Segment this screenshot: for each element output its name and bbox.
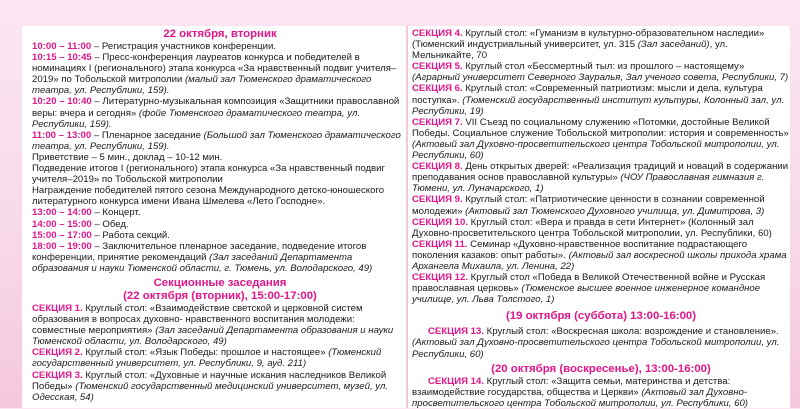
program-location: (Зал заседаний Департамента образования и науки Тюменской области, г. Тюмень, ул. Володарского, 49) [32,251,373,274]
program-text: – Пленарное заседание [91,129,204,141]
section-label: СЕКЦИЯ 5. [412,61,463,73]
section-label: СЕКЦИЯ 4. [412,28,463,39]
section-text: Круглый стол: «Современный патриотизм: мысли и дела, культура поступка». [412,83,763,106]
section-item [32,347,408,369]
program-location: (малый зал Тюменского драматического театра, ул. Республики, 159). [32,74,372,97]
section-location: (Актовый зал Духовно-просветительского центра Тобольской митрополии, ул. Республики, 60) [412,337,780,360]
section-label: СЕКЦИЯ 8. [412,161,463,173]
sessions-date: (22 октября (вторник), 15:00-17:00) [123,289,317,302]
section-text: Круглый стол: «Духовные и научные искания наследников Великой Победы» [32,369,387,392]
section-label: СЕКЦИЯ 11. [412,238,468,250]
section-label: СЕКЦИЯ 2. [32,347,83,359]
section-label: СЕКЦИЯ 13. [428,326,484,338]
section-label: СЕКЦИЯ 10. [412,216,468,228]
section-text: День открытых дверей: «Реализация традиций и новаций в содержании преподавания основ православной культуры» [412,161,789,184]
program-text: – Работа секций. [91,229,170,241]
section-item [412,161,790,194]
section-location: (Аграрный университет Северного Зауралья, Зал ученого совета, Республики, 7) [412,72,789,84]
section-label: СЕКЦИЯ 14. [428,375,484,387]
section-label: СЕКЦИЯ 1. [32,302,83,314]
program-text: – Литературно-музыкальная композиция «Защитники православной веры: вчера и сегодня» [32,96,400,119]
left-column [22,26,408,408]
program-time: 11:00 – 13:00 [32,129,92,141]
section-location: (Актовый зал Духовно-просветительского центра Тобольской митрополии, ул. Республики, 60) [412,386,749,409]
section-text: Круглый стол: «Гуманизм в культурно-образовательном наследии» (Тюменский индустриальный университет, ул. 315 [412,28,765,51]
section-location: (Тюменский государственный медицинский университет, музей, ул. Одесская, 54) [32,380,389,403]
section-text-tail: , ул. Мельникайте, 70 [412,39,728,62]
program-item [32,41,408,52]
program-text: – Пресс-конференция лауреатов конкурса и победителей в номинациях I (регионального) этапа конкурса «За нравственный подвиг учителя–2019» по Тобольской митрополии [32,52,397,86]
section-text: Круглый стол: «Патриотические ценности в сознании современной молодежи» [412,194,765,217]
section-label: СЕКЦИЯ 3. [32,369,83,381]
section-label: СЕКЦИЯ 6. [412,83,463,95]
program-time: 15:00 – 17:00 [32,229,92,241]
program-item [32,96,408,129]
program-time: 13:00 – 14:00 [32,207,92,219]
program-item [32,52,408,96]
program-text: – Регистрация участников конференции. [91,41,277,52]
section-text: Круглый стол «Победа в Великой Отечественной войне и Русская православная церковь» [412,272,766,295]
section-item [412,376,790,409]
program-note: Награждение победителей пятого сезона Международного детско-юношеского литературного конкурса имени Ивана Шмелева «Лето Господне». [32,185,385,208]
section-label: СЕКЦИЯ 12. [412,272,468,284]
section-item [412,61,790,83]
section-item [412,326,790,359]
section-item [412,28,790,61]
program-note: Приветствие – 5 мин., доклад – 10-12 мин. [32,151,223,163]
date-title: 22 октября, вторник [163,28,277,40]
section-text: VII Съезд по социальному служению «Потомки, достойные Великой Победы. Социальное служение Тобольской митрополии: история и современность» [412,116,789,139]
section-text: Круглый стол «Бессмертный тыл: из прошлого – настоящему» [462,61,745,73]
program-text: – Концерт. [91,207,141,219]
program-time: 14:00 – 15:00 [32,218,92,230]
program-time: 10:20 – 10:40 [32,96,92,108]
program-item [32,230,408,241]
right-column [406,26,790,408]
section-item [412,194,790,216]
oct20-title: (20 октября (воскресенье), 13:00-16:00) [491,362,711,375]
section-location: (Тюменский государственный институт культуры, Колонный зал, ул. Республики, 19) [412,94,785,117]
program-text: – Заключительное пленарное заседание, подведение итогов конференции, принятие рекомендаций [32,240,367,263]
program-time: 18:00 – 19:00 [32,240,92,252]
section-location: (Тюменское высшее военное инженерное командное училище, ул. Льва Толстого, 1) [412,283,761,306]
section-location: (Актовый зал воскресной школы прихода храма Архангела Михаила, ул. Ленина, 22) [412,249,787,272]
section-item [412,239,790,272]
program-item [32,130,408,152]
program-item [32,241,408,274]
section-text: Круглый стол: «Защита семьи, материнства и детства: взаимодействие государства, общества и Церкви» [412,375,731,398]
section-text: Круглый стол: «Язык Победы: прошлое и настоящее» [82,347,329,359]
section-location: (Тюменский государственный университет, ул. Республики, 9, ауд. 211) [32,347,382,370]
section-text: Круглый стол: «Взаимодействие светской и церковной систем образования в вопросах духовно- нравственного воспитания молодежи: совместные мероприятия» [32,302,363,337]
section-item [32,303,408,347]
section-location: (Актовый зал Духовно-просветительского центра Тобольской митрополии, ул. Республики, 60) [412,138,780,162]
section-location: (Актовый зал Тюменского Духовного училища, ул. Димитрова, 3) [465,205,765,217]
program-note: Подведение итогов I (регионального) этапа конкурса «За нравственный подвиг учителя–2019» по Тобольской митрополии [32,163,385,186]
program-text: – Обед. [91,218,129,230]
section-text: Круглый стол: «Вера и правда в сети Интернет» (Колонный зал Духовно-просветительского центра Тобольской митрополии, ул. Республики, 60) [412,216,772,239]
program-item [32,219,408,230]
program-location: (Большой зал Тюменского драматического театра, ул. Республики, 159). [32,129,401,152]
program-time: 10:00 – 11:00 [32,41,92,52]
section-item [32,370,408,403]
program-item [32,207,408,218]
section-text: Круглый стол: «Воскресная школа: возрождение и становление». [483,326,779,338]
section-item [412,272,790,305]
section-text: Семинар «Духовно-нравственное воспитание подрастающего поколения казаков: опыт работы». [412,238,748,261]
section-location: (Зал заседаний Департамента образования и науки Тюменской области, ул. Володарского, 49) [32,325,394,348]
section-location: (Зал заседаний) [637,39,710,51]
section-label: СЕКЦИЯ 7. [412,116,463,128]
section-location: (ЧОУ Православная гимназия г. Тюмени, ул. Луначарского, 1) [412,172,765,195]
oct19-title: (19 октября (суббота) 13:00-16:00) [505,310,697,323]
sessions-title: Секционные заседания [153,276,287,289]
program-location: (фойе Тюменского драматического театра, ул. Республики, 159). [32,107,361,130]
section-label: СЕКЦИЯ 9. [412,194,463,206]
section-item [412,117,790,161]
program-time: 10:15 – 10:45 [32,52,92,64]
section-item [412,83,790,116]
section-item [412,217,790,239]
